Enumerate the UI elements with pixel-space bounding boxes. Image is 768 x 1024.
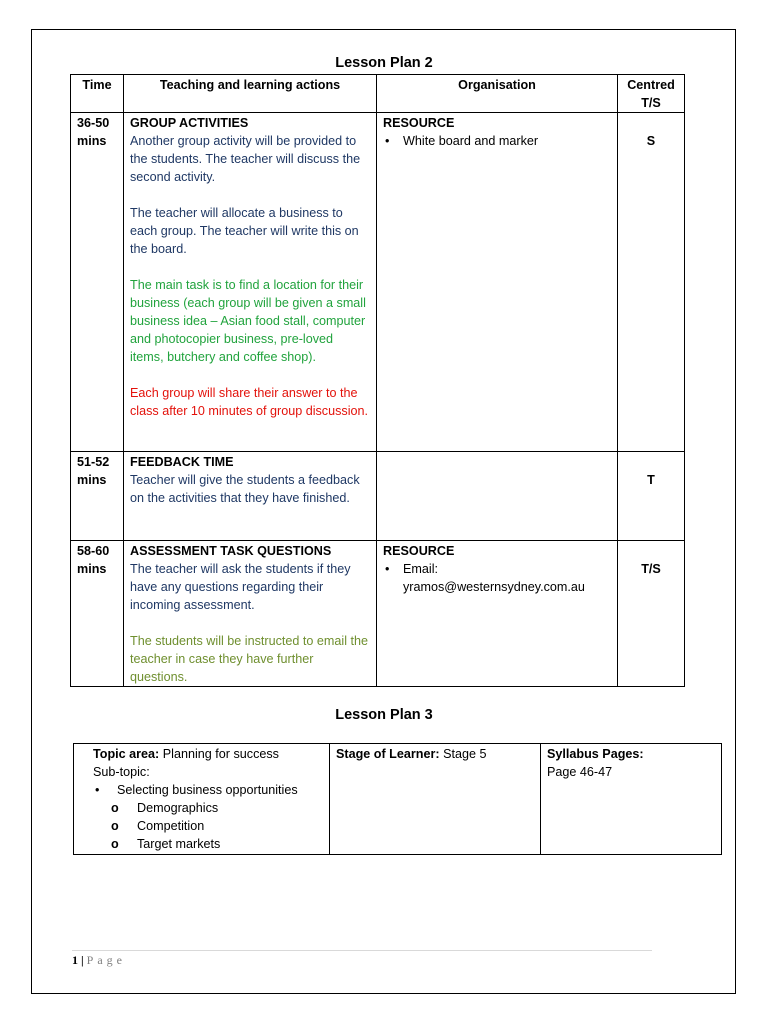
topic-area: Topic area: Planning for success bbox=[93, 747, 279, 761]
lesson-plan-3-title: Lesson Plan 3 bbox=[335, 707, 433, 723]
circle-bullet-icon: o bbox=[111, 837, 119, 851]
row-centred: T bbox=[618, 452, 685, 541]
resource-heading: RESOURCE bbox=[383, 544, 455, 558]
activity-heading: GROUP ACTIVITIES bbox=[130, 116, 249, 130]
table-header-row bbox=[71, 75, 685, 113]
footer-separator: | bbox=[81, 953, 84, 967]
table-row bbox=[71, 541, 685, 687]
row-organisation bbox=[377, 113, 618, 452]
list-item: o Competition bbox=[111, 819, 205, 833]
row-time: 36-50 mins bbox=[71, 113, 124, 452]
row-time: 51-52 mins bbox=[71, 452, 124, 541]
activity-heading: ASSESSMENT TASK QUESTIONS bbox=[130, 544, 332, 558]
footer-divider bbox=[72, 950, 652, 951]
stage-cell: Stage of Learner: Stage 5 bbox=[330, 744, 541, 855]
row-centred: S bbox=[618, 113, 685, 452]
email-address: yramos@westernsydney.com.au bbox=[403, 580, 585, 594]
lesson-plan-2-table bbox=[70, 74, 685, 687]
row-organisation bbox=[377, 452, 618, 541]
resource-heading: RESOURCE bbox=[383, 116, 455, 130]
page-footer bbox=[72, 953, 126, 968]
activity-paragraph: The teacher will allocate a business to each group. The teacher will write this on the board. bbox=[130, 206, 359, 256]
row-organisation bbox=[377, 541, 618, 687]
header-time: Time bbox=[71, 75, 124, 113]
resource-bullet: • White board and marker bbox=[385, 134, 539, 148]
activity-paragraph: The teacher will ask the students if they have any questions regarding their incoming assessment. bbox=[130, 562, 351, 612]
page-number: 1 bbox=[72, 953, 78, 967]
header-centred: Centred T/S bbox=[618, 75, 685, 113]
syllabus-cell: Syllabus Pages: Page 46-47 bbox=[541, 744, 722, 855]
page-word: Page bbox=[86, 953, 126, 967]
row-centred: T/S bbox=[618, 541, 685, 687]
row-actions bbox=[124, 113, 377, 452]
activity-paragraph: Another group activity will be provided to the students. The teacher will discuss the second activity. bbox=[130, 134, 361, 184]
table-row bbox=[71, 113, 685, 452]
circle-bullet-icon: o bbox=[111, 819, 119, 833]
subtopic-label: Sub-topic: bbox=[93, 765, 150, 779]
resource-bullet: • Email: bbox=[385, 562, 438, 576]
list-item: o Target markets bbox=[111, 837, 221, 851]
subtopic-bullet: • Selecting business opportunities bbox=[95, 783, 298, 797]
row-actions bbox=[124, 452, 377, 541]
table-row bbox=[74, 744, 722, 855]
lesson-plan-2-title: Lesson Plan 2 bbox=[335, 55, 433, 71]
header-actions: Teaching and learning actions bbox=[124, 75, 377, 113]
list-item: o Demographics bbox=[111, 801, 219, 815]
topic-cell bbox=[74, 744, 330, 855]
lesson-plan-3-table bbox=[73, 743, 722, 855]
activity-paragraph: Each group will share their answer to the class after 10 minutes of group discussion. bbox=[130, 386, 369, 418]
circle-bullet-icon: o bbox=[111, 801, 119, 815]
table-row bbox=[71, 452, 685, 541]
activity-heading: FEEDBACK TIME bbox=[130, 455, 234, 469]
activity-paragraph: The main task is to find a location for their business (each group will be given a small business idea – Asian food stall, computer and photocopier business, pre-loved items, butchery and coffee shop). bbox=[130, 278, 366, 364]
row-actions bbox=[124, 541, 377, 687]
header-organisation: Organisation bbox=[377, 75, 618, 113]
activity-paragraph: The students will be instructed to email the teacher in case they have further questions. bbox=[130, 634, 369, 684]
bullet-icon: • bbox=[385, 562, 390, 576]
row-time: 58-60 mins bbox=[71, 541, 124, 687]
bullet-icon: • bbox=[385, 134, 390, 148]
activity-paragraph: Teacher will give the students a feedback on the activities that they have finished. bbox=[130, 473, 360, 505]
bullet-icon: • bbox=[95, 783, 100, 797]
